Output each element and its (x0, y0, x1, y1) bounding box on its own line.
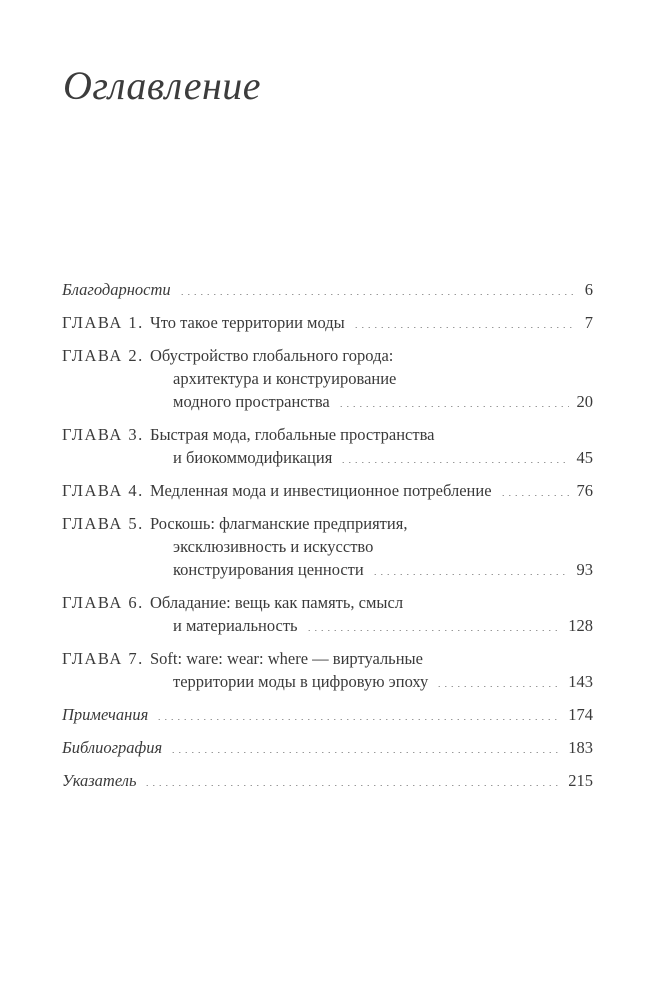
page-number: 128 (568, 616, 593, 635)
entry-title-line: эксклюзивность и искусство (173, 537, 374, 556)
entry-title: Библиография (62, 738, 163, 757)
entry-title: Что такое территории моды (150, 313, 345, 332)
page-number: 93 (576, 560, 593, 579)
page-number: 215 (568, 771, 593, 790)
page-number: 6 (584, 280, 593, 299)
entry-title-line: Быстрая мода, глобальные пространства (150, 425, 435, 444)
page-number: 20 (576, 392, 593, 411)
entry-title-line: Роскошь: флагманские предприятия, (150, 514, 408, 533)
dot-leader (338, 406, 569, 407)
page-number: 143 (568, 672, 593, 691)
entry-title-line: и биокоммодификация (173, 448, 333, 467)
entry-title-line: Обладание: вещь как память, смысл (150, 593, 404, 612)
toc-entry-chapter-7[interactable] (62, 647, 593, 693)
chapter-label: ГЛАВА 4. (62, 481, 144, 500)
chapter-label: ГЛАВА 2. (62, 346, 144, 365)
page-number: 7 (584, 313, 593, 332)
entry-title-line: Обустройство глобального города: (150, 346, 394, 365)
entry-title: Примечания (62, 705, 149, 724)
dot-leader (170, 752, 560, 753)
toc-entry-chapter-2[interactable] (62, 344, 593, 413)
toc-entry-chapter-1[interactable] (62, 311, 593, 334)
chapter-label: ГЛАВА 5. (62, 514, 144, 533)
dot-leader (156, 719, 560, 720)
chapter-label: ГЛАВА 6. (62, 593, 144, 612)
toc-entry-notes[interactable] (62, 703, 593, 726)
table-of-contents (62, 278, 593, 802)
dot-leader (436, 686, 560, 687)
entry-title-line: территории моды в цифровую эпоху (173, 672, 429, 691)
page-number: 45 (576, 448, 593, 467)
entry-title-line: Soft: ware: wear: where — виртуальные (150, 649, 423, 668)
toc-entry-chapter-3[interactable] (62, 423, 593, 469)
dot-leader (372, 574, 569, 575)
page-title: Оглавление (63, 63, 262, 108)
chapter-label: ГЛАВА 1. (62, 313, 144, 332)
toc-entry-index[interactable] (62, 769, 593, 792)
page-number: 76 (576, 481, 593, 500)
toc-entry-chapter-4[interactable] (62, 479, 593, 502)
entry-title-line: конструирования ценности (173, 560, 364, 579)
dot-leader (500, 495, 569, 496)
dot-leader (306, 630, 561, 631)
entry-title-line: и материальность (173, 616, 298, 635)
entry-title-line: архитектура и конструирование (173, 369, 397, 388)
page-number: 174 (568, 705, 593, 724)
entry-title: Указатель (62, 771, 137, 790)
dot-leader (144, 785, 560, 786)
chapter-label: ГЛАВА 3. (62, 425, 144, 444)
page-number: 183 (568, 738, 593, 757)
toc-entry-acknowledgements[interactable] (62, 278, 593, 301)
dot-leader (340, 462, 568, 463)
dot-leader (353, 327, 573, 328)
toc-entry-chapter-6[interactable] (62, 591, 593, 637)
dot-leader (179, 294, 573, 295)
entry-title: Медленная мода и инвестиционное потребление (150, 481, 492, 500)
entry-title: Благодарности (62, 280, 171, 299)
toc-entry-bibliography[interactable] (62, 736, 593, 759)
toc-entry-chapter-5[interactable] (62, 512, 593, 581)
chapter-label: ГЛАВА 7. (62, 649, 144, 668)
entry-title-line: модного пространства (173, 392, 330, 411)
